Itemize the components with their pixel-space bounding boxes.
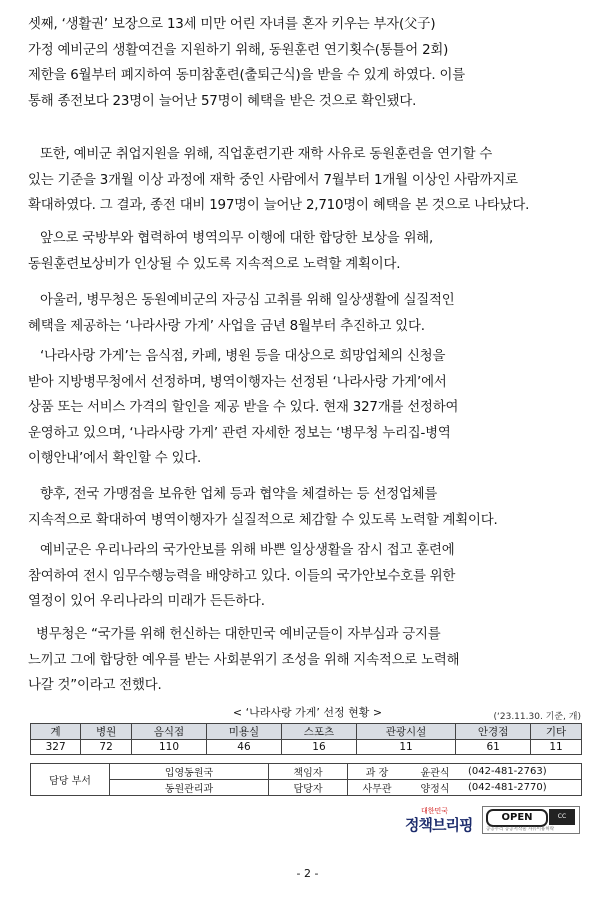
contact-role: 담당자 (269, 780, 348, 796)
table-cell: 11 (531, 740, 582, 755)
open-sub-text: 공공누리 공공저작물 자유이용허락 (486, 827, 555, 832)
table-row (31, 740, 582, 755)
paragraph (28, 226, 588, 277)
paragraph-line: 이행안내’에서 확인할 수 있다. (28, 451, 202, 466)
paragraph-line: 지속적으로 확대하여 병역이행자가 실질적으로 체감할 수 있도록 노력할 계획이다. (28, 512, 498, 528)
table-header-cell: 음식점 (132, 724, 207, 740)
paragraph-line: ‘나라사랑 가게’는 음식점, 카페, 병원 등을 대상으로 희망업체의 신청을 (40, 349, 446, 364)
table-cell: 72 (81, 740, 132, 755)
contact-label: 담당 부서 (31, 764, 110, 796)
paragraph-line: 혜택을 제공하는 ‘나라사랑 가게’ 사업을 금년 8월부터 추진하고 있다. (28, 318, 425, 334)
contact-name: 양정식 (406, 780, 464, 796)
contact-phone: (042-481-2763) (464, 764, 582, 780)
paragraph (28, 538, 588, 615)
paragraph-line: 예비군은 우리나라의 국가안보를 위해 바쁜 일상생활을 잠시 접고 훈련에 (40, 543, 455, 558)
table-cell: 327 (31, 740, 81, 755)
table-header-cell: 안경점 (456, 724, 531, 740)
paragraph-line: 앞으로 국방부와 협력하여 병역의무 이행에 대한 합당한 보상을 위해, (40, 231, 434, 246)
table-cell: 110 (132, 740, 207, 755)
paragraph-line: 나갈 것”이라고 전했다. (28, 678, 162, 693)
policy-briefing-logo (405, 806, 477, 836)
cc-badge-icon: CC (549, 809, 575, 825)
table-cell: 61 (456, 740, 531, 755)
table-cell: 11 (356, 740, 455, 755)
contact-role: 책임자 (269, 764, 348, 780)
logo-small-text: 대한민국 (421, 807, 449, 815)
contact-dept: 입영동원국 (110, 764, 269, 780)
paragraph (28, 344, 588, 472)
paragraph-line: 열정이 있어 우리나라의 미래가 든든하다. (28, 594, 265, 609)
table-header-cell: 미용실 (206, 724, 281, 740)
contact-title: 사무관 (348, 780, 407, 796)
paragraph-line: 운영하고 있으며, ‘나라사랑 가게’ 관련 자세한 정보는 ‘병무청 누리집-병역 (28, 425, 451, 441)
paragraph (28, 142, 588, 219)
paragraph-line: 가정 예비군의 생활여건을 지원하기 위해, 동원훈련 연기횟수(통틀어 2회) (28, 42, 449, 58)
table-header-cell: 스포츠 (281, 724, 356, 740)
table-header-cell: 관광시설 (356, 724, 455, 740)
table-header-cell: 병원 (81, 724, 132, 740)
table-title: < ‘나라사랑 가게’ 선정 현황 > (232, 706, 383, 719)
table-header-row (31, 724, 582, 740)
page-number: - 2 - (296, 867, 319, 880)
table-cell: 46 (206, 740, 281, 755)
contact-row (31, 764, 582, 780)
paragraph (28, 288, 588, 339)
paragraph-line: 통해 종전보다 23명이 늘어난 57명이 혜택을 받은 것으로 확인됐다. (28, 93, 417, 109)
paragraph-line: 병무청은 “국가를 위해 헌신하는 대한민국 예비군들이 자부심과 긍지를 (36, 627, 441, 642)
store-stats-table (30, 723, 582, 755)
paragraph-line: 있는 기준을 3개월 이상 과정에 재학 중인 사람에서 7월부터 1개월 이상인 사람까지로 (28, 172, 518, 188)
paragraph (28, 482, 588, 533)
paragraph-line: 동원훈련보상비가 인상될 수 있도록 지속적으로 노력할 계획이다. (28, 256, 401, 272)
logo-big-text: 정책브리핑 (405, 816, 473, 834)
table-note: (‘23.11.30. 기준, 개) (493, 712, 581, 722)
contact-row (31, 780, 582, 796)
paragraph-line: 셋째, ‘생활권’ 보장으로 13세 미만 어린 자녀를 혼자 키우는 부자(父子) (28, 17, 436, 32)
paragraph-line: 느끼고 그에 합당한 예우를 받는 사회분위기 조성을 위해 지속적으로 노력해 (28, 652, 460, 668)
paragraph-line: 받아 지방병무청에서 선정하며, 병역이행자는 선정된 ‘나라사랑 가게’에서 (28, 374, 447, 390)
paragraph-line: 상품 또는 서비스 가격의 할인을 제공 받을 수 있다. 현재 327개를 선정하여 (28, 400, 459, 415)
paragraph-line: 확대하였다. 그 결과, 종전 대비 197명이 늘어난 2,710명이 혜택을 본 것으로 나타났다. (28, 198, 530, 213)
paragraph-line: 또한, 예비군 취업지원을 위해, 직업훈련기관 재학 사유로 동원훈련을 연기할 수 (40, 147, 493, 162)
paragraph-line: 향후, 전국 가맹점을 보유한 업체 등과 협약을 체결하는 등 선정업체를 (40, 487, 438, 502)
paragraph (28, 12, 588, 114)
contact-title: 과 장 (348, 764, 407, 780)
kogl-open-logo (482, 806, 580, 834)
table-cell: 16 (281, 740, 356, 755)
contact-phone: (042-481-2770) (464, 780, 582, 796)
paragraph-line: 아울러, 병무청은 동원예비군의 자긍심 고취를 위해 일상생활에 실질적인 (40, 293, 455, 308)
contact-name: 윤관식 (406, 764, 464, 780)
table-header-cell: 기타 (531, 724, 582, 740)
paragraph (28, 622, 588, 699)
open-badge: OPEN (486, 809, 548, 827)
paragraph-line: 제한을 6월부터 폐지하여 동미참훈련(출퇴근식)을 받을 수 있게 하였다. 이를 (28, 68, 465, 83)
paragraph-line: 참여하여 전시 임무수행능력을 배양하고 있다. 이들의 국가안보수호를 위한 (28, 568, 456, 584)
contact-table (30, 763, 582, 796)
contact-dept: 동원관리과 (110, 780, 269, 796)
table-header-cell: 계 (31, 724, 81, 740)
